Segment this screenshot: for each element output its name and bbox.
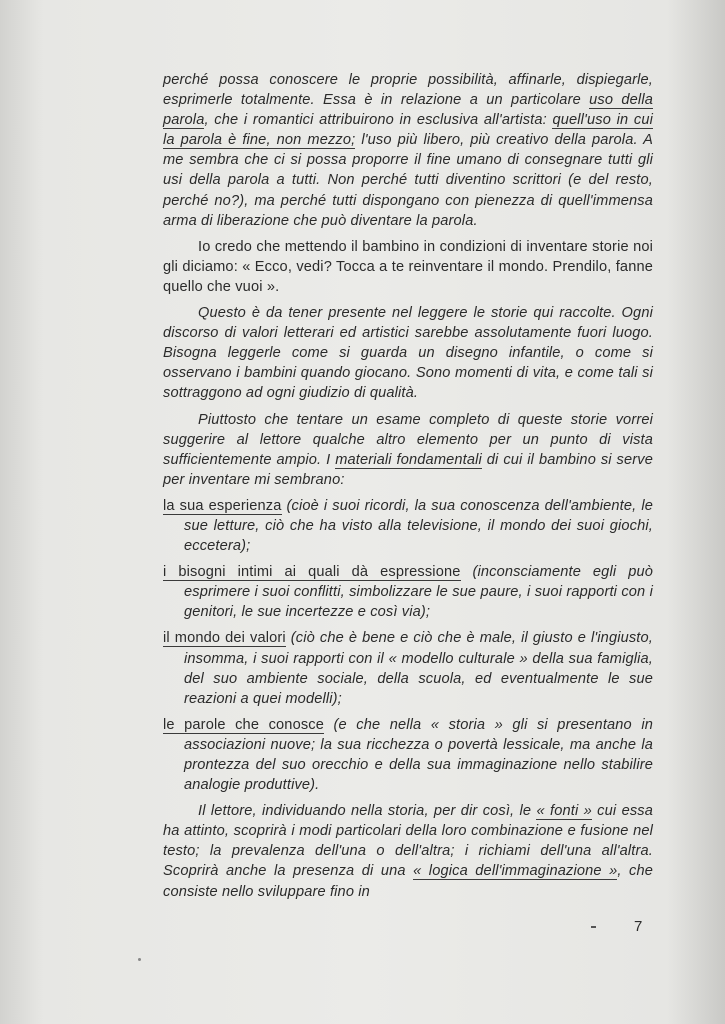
- text-run: , che consiste nello sviluppare fino in: [163, 863, 653, 900]
- underlined-phrase: uso della parola: [163, 92, 653, 129]
- text-run: , che i romantici attribuirono in esclusiva all'artista:: [204, 112, 553, 129]
- page-number: 7: [634, 918, 643, 935]
- page-mark: [591, 926, 596, 928]
- paper-speck: [138, 958, 141, 961]
- paragraph: [163, 303, 653, 403]
- underlined-phrase: « logica dell'immaginazione »: [413, 863, 618, 880]
- text-run: Il lettore, individuando nella storia, per dir così, le: [198, 803, 537, 820]
- text-run: di cui il bambino si serve per inventare mi sembrano:: [163, 451, 653, 488]
- paragraph: [163, 410, 653, 490]
- text-run: Questo è da tener presente nel leggere le storie qui raccolte. Ogni discorso di valori letterari ed artistici sarebbe assolutamente fuori luogo. Bisogna leggerle come si guarda un disegno infantile, o come si osservano i bambini quando giocano. Sono momenti di vita, e come tali si sottraggono ad ogni giudizio di qualità.: [163, 305, 653, 402]
- underlined-phrase: il mondo dei valori: [163, 630, 286, 647]
- text-run: (inconsciamente egli può esprimere i suoi conflitti, simbolizzare le sue paure, i suoi rapporti con i genitori, le sue incertezze e così via);: [184, 564, 653, 621]
- body-text: [163, 70, 653, 902]
- list-item: [163, 496, 653, 556]
- underlined-phrase: la sua esperienza: [163, 497, 282, 514]
- text-run: l'uso più libero, più creativo della parola. A me sembra che ci si possa proporre il fine umano di consegnare tutti gli usi della parola a tutti. Non perché tutti diventino scrittori (e del resto, perché no?), ma perché tutti dispongano con pienezza di quell'immensa arma di liberazione che può diventare la parola.: [163, 132, 653, 229]
- paragraph: [163, 70, 653, 231]
- text-run: (ciò che è bene e ciò che è male, il giusto e l'ingiusto, insomma, i suoi rapporti con il « modello culturale » della sua famiglia, del suo ambiente sociale, della scuola, ed eventualmente le sue reazioni a quei modelli);: [184, 630, 653, 707]
- list-item: [163, 715, 653, 795]
- underlined-phrase: « fonti »: [536, 803, 592, 820]
- text-run: (e che nella « storia » gli si presentano in associazioni nuove; la sua ricchezza o povertà lessicale, ma anche la prontezza del suo orecchio e della sua immaginazione nello stabilire analogie produttive).: [184, 716, 653, 794]
- underlined-phrase: quell'uso in cui la parola è fine, non mezzo;: [163, 112, 653, 149]
- text-run: cui essa ha attinto, scoprirà i modi particolari della loro combinazione e fusione nel testo; la prevalenza dell'una o dell'altra; i richiami dell'una all'altra. Scoprirà anche la presenza di una: [163, 803, 653, 880]
- paragraph: [163, 237, 653, 297]
- underlined-phrase: le parole che conosce: [163, 716, 324, 733]
- text-run: perché possa conoscere le proprie possibilità, affinarle, dispiegarle, esprimerle totalmente. Essa è in relazione a un particolare: [163, 72, 653, 109]
- text-run: (cioè i suoi ricordi, la sua conoscenza dell'ambiente, le sue letture, ciò che ha visto alla televisione, il mondo dei suoi giochi, eccetera);: [184, 497, 653, 555]
- text-run: Piuttosto che tentare un esame completo di queste storie vorrei suggerire al lettore qualche altro elemento per un punto di vista sufficientemente ampio. I: [163, 411, 653, 468]
- text-run: Io credo che mettendo il bambino in condizioni di inventare storie noi gli diciamo: « Ecco, vedi? Tocca a te reinventare il mondo. Prendilo, fanne quello che vuoi ».: [163, 238, 653, 295]
- list-item: [163, 628, 653, 708]
- paragraph: [163, 801, 653, 901]
- underlined-phrase: i bisogni intimi ai quali dà espressione: [163, 564, 461, 581]
- list-item: [163, 562, 653, 622]
- underlined-phrase: materiali fondamentali: [335, 451, 482, 468]
